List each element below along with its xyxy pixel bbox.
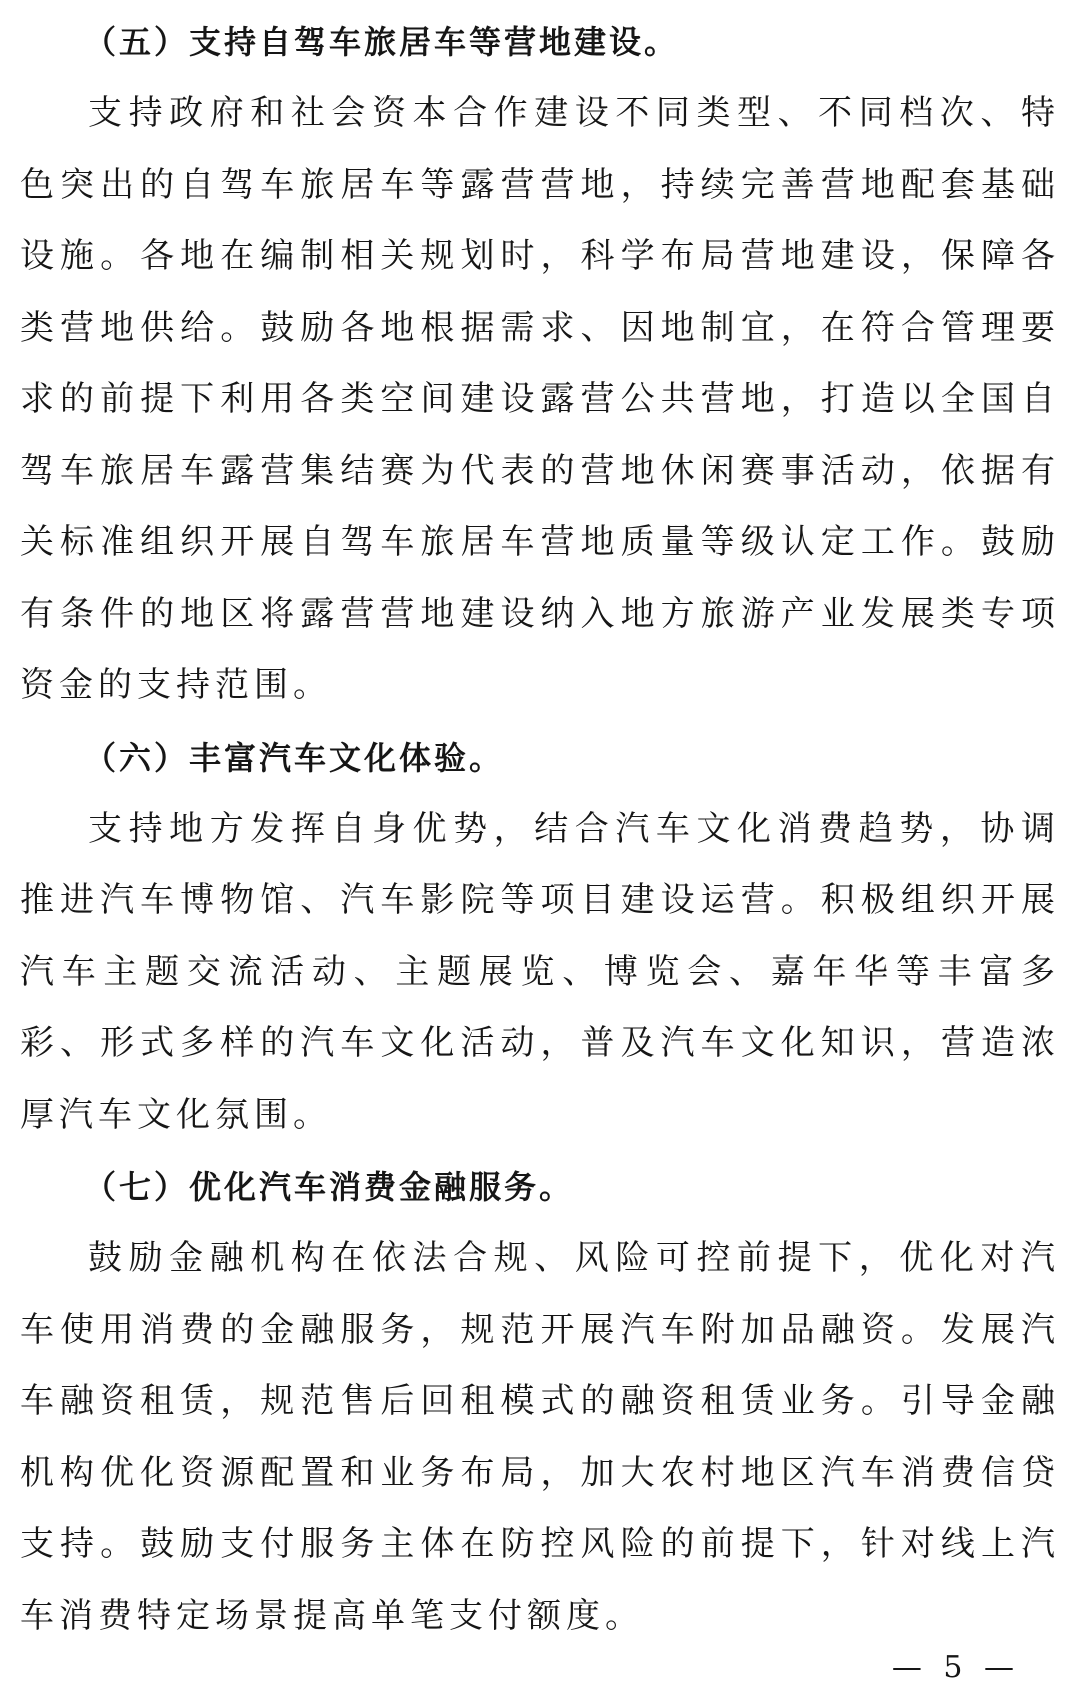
- section-paragraph-5: 支持政府和社会资本合作建设不同类型、不同档次、特色突出的自驾车旅居车等露营营地，持续完善营地配套基础设施。各地在编制相关规划时，科学布局营地建设，保障各类营地供给。鼓励各地根据需求、因地制宜，在符合管理要求的前提下利用各类空间建设露营公共营地，打造以全国自驾车旅居车露营集结赛为代表的营地休闲赛事活动，依据有关标准组织开展自驾车旅居车营地质量等级认定工作。鼓励有条件的地区将露营营地建设纳入地方旅游产业发展类专项资金的支持范围。: [20, 93, 1060, 705]
- section-paragraph-7: 鼓励金融机构在依法合规、风险可控前提下，优化对汽车使用消费的金融服务，规范开展汽车附加品融资。发展汽车融资租赁，规范售后回租模式的融资租赁业务。引导金融机构优化资源配置和业务布局，加大农村地区汽车消费信贷支持。鼓励支付服务主体在防控风险的前提下，针对线上汽车消费特定场景提高单笔支付额度。: [20, 1238, 1060, 1636]
- section-heading-6: （六）丰富汽车文化体验。: [84, 738, 505, 777]
- section-paragraph-6: 支持地方发挥自身优势，结合汽车文化消费趋势，协调推进汽车博物馆、汽车影院等项目建设运营。积极组织开展汽车主题交流活动、主题展览、博览会、嘉年华等丰富多彩、形式多样的汽车文化活动，普及汽车文化知识，营造浓厚汽车文化氛围。: [20, 808, 1060, 1135]
- document-body: [20, 6, 1060, 1652]
- page-number: — 5 —: [891, 1650, 1020, 1685]
- section-heading-7: （七）优化汽车消费金融服务。: [84, 1168, 575, 1206]
- section-heading-5: （五）支持自驾车旅居车等营地建设。: [84, 23, 680, 61]
